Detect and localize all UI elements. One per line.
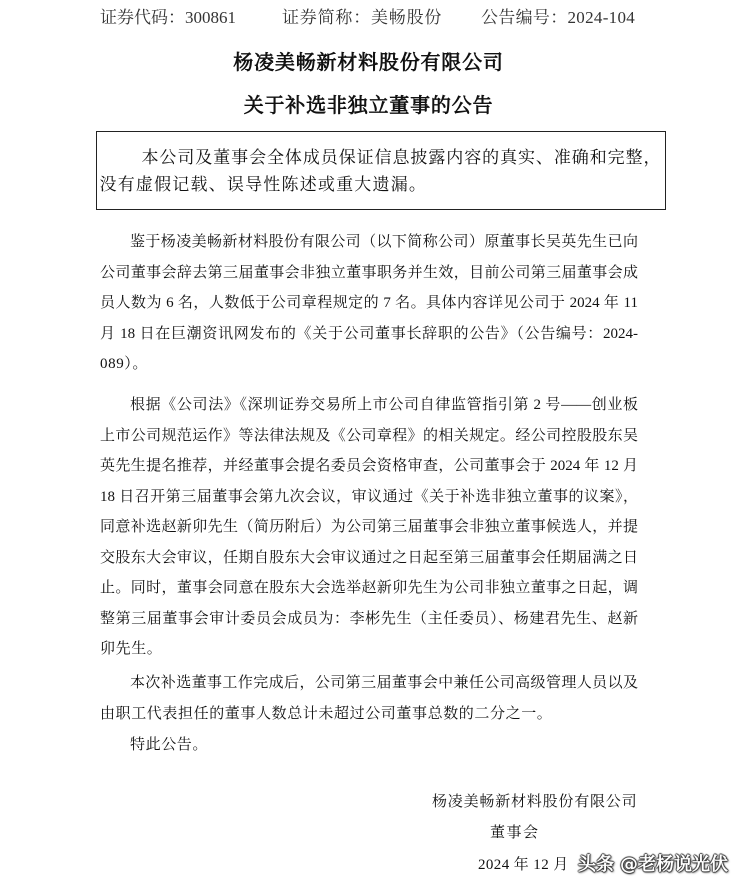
paragraph-line: 根据《公司法》《深圳证券交易所上市公司自律监管指引第 2 号——创业板 — [130, 397, 638, 413]
company-title: 杨凌美畅新材料股份有限公司 — [233, 50, 504, 74]
disclaimer-line: 没有虚假记载、误导性陈述或重大遗漏。 — [99, 175, 428, 194]
paragraph-line: 止。同时，董事会同意在股东大会选举赵新卯先生为公司非独立董事之日起，调 — [100, 580, 638, 596]
paragraph-line: 整第三届董事会审计委员会成员为：李彬先生（主任委员）、杨建君先生、赵新 — [100, 610, 638, 627]
header-stock-abbr: 证券简称：美畅股份 — [282, 8, 443, 27]
paragraph-line: 卯先生。 — [100, 641, 163, 657]
paragraph-line: 交股东大会审议，任期自股东大会审议通过之日起至第三届董事会任期届满之日 — [100, 549, 638, 566]
signature-board: 董事会 — [490, 825, 540, 841]
paragraph-line: 由职工代表担任的董事人数总计未超过公司董事总数的二分之一。 — [100, 705, 553, 722]
header-stock-code: 证券代码：300861 — [100, 8, 236, 27]
paragraph-compliance — [100, 668, 638, 729]
paragraph-line: 同意补选赵新卯先生（简历附后）为公司第三届董事会非独立董事候选人，并提 — [100, 519, 638, 535]
paragraph-background — [100, 227, 638, 380]
paragraph-line: 公司董事会辞去第三届董事会非独立董事职务并生效，目前公司第三届董事会成 — [100, 264, 638, 281]
disclaimer-text — [100, 144, 661, 198]
paragraph-line: 英先生提名推荐，并经董事会提名委员会资格审查，公司董事会于 2024 年 12 月 — [100, 458, 638, 474]
paragraph-line: 089）。 — [100, 356, 149, 372]
disclaimer-line: 本公司及董事会全体成员保证信息披露内容的真实、准确和完整， — [141, 148, 661, 167]
notice-title: 关于补选非独立董事的公告 — [243, 93, 494, 117]
disclaimer-box — [96, 131, 666, 210]
paragraph-line: 本次补选董事工作完成后，公司第三届董事会中兼任公司高级管理人员以及 — [130, 675, 638, 691]
paragraph-line: 18 日召开第三届董事会第九次会议，审议通过《关于补选非独立董事的议案》， — [100, 488, 638, 505]
paragraph-nomination — [100, 390, 638, 665]
signature-date: 2024 年 12 月 — [478, 857, 569, 873]
watermark-platform: 头条 — [578, 854, 614, 875]
paragraph-line: 鉴于杨凌美畅新材料股份有限公司（以下简称公司）原董事长吴英先生已向 — [130, 234, 638, 250]
watermark-account: @老杨说光伏 — [620, 854, 728, 875]
paragraph-line: 上市公司规范运作》等法律法规及《公司章程》的相关规定。经公司控股股东吴 — [100, 427, 638, 444]
paragraph-line: 月 18 日在巨潮资讯网发布的《关于公司董事长辞职的公告》（公告编号：2024- — [100, 325, 638, 342]
paragraph-closing — [100, 730, 638, 761]
header-notice-number: 公告编号：2024-104 — [481, 8, 636, 27]
paragraph-line: 特此公告。 — [130, 737, 209, 753]
signature-company: 杨凌美畅新材料股份有限公司 — [432, 794, 638, 810]
watermark — [578, 852, 728, 878]
paragraph-line: 员人数为 6 名，人数低于公司章程规定的 7 名。具体内容详见公司于 2024 年 11 — [100, 295, 638, 311]
